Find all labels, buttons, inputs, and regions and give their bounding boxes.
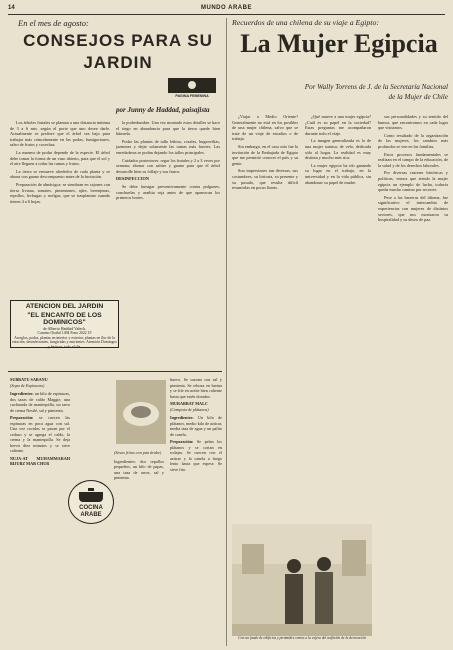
garden-kicker: En el mes de agosto: xyxy=(18,18,89,28)
egypt-column-2 xyxy=(305,114,371,520)
recipe-body: huevo. Se sazona con sal y pimienta. Se reboza en harina y se fríe en aceite bien caliente hasta que estén dorados. xyxy=(170,377,222,399)
paragraph: Se debe fumigar preventivamente contra pulgones, conchuelas y arañita roja antes de que aparezcan los primeros brotes. xyxy=(116,183,220,201)
bread-plate-image xyxy=(116,380,166,444)
paragraph: sus personalidades y su sentido del humor, que encontramos en cada lugar que visitamos. xyxy=(378,114,448,131)
cooking-pot-icon xyxy=(76,484,106,502)
egypt-photo-caption: Con un fondo de edificios y pirámides vemos a la esfera del anfitrión de la decoración xyxy=(238,636,366,640)
recipe-photo xyxy=(116,380,166,444)
recipe-preparation: Preparación: se cuecen las espinacas en poca agua con sal. Una vez cocidas se pasan por el cedazo y se agrega el caldo, la crema y la mantequilla. Se deja hervir diez minutos y se sirve caliente. xyxy=(10,415,70,453)
section-divider xyxy=(8,371,222,372)
garden-advertisement xyxy=(10,300,119,348)
recipe-ingredients: Ingredientes: un kilo de espinacas, dos tazas de caldo Maggie, una cucharada de mantequilla, un tarro de crema Nestlé, sal y pimienta. xyxy=(10,391,70,413)
egypt-kicker: Recuerdos de una chilena de su viaje a Egipto: xyxy=(232,18,379,27)
paragraph: La manera de podar depende de la especie. El árbol debe tomar la forma de un vaso abierto, para que el sol y el aire lleguen a todas las ramas y frutos. xyxy=(10,149,110,167)
ad-address: Camino Otoñal 1494 Fono 2022 19 xyxy=(37,331,92,335)
paragraph: Son impresiones tan diversas, sus costumbres, su historia, su presente y su pasado, que resulta difícil resumirlas en pocas líneas. xyxy=(232,168,298,191)
paragraph: Preparación de almácigos: se siembran en cajones con tierra liviana, tomates, pimentones, ajíes, berenjenas, repollos, lechugas y acelgas, que se trasplantan cuando tienen 4 a 6 hojas. xyxy=(10,181,110,204)
photo-caption: (Sesos fritos con pan árabe) xyxy=(114,450,162,455)
ad-title-1: ATENCION DEL JARDIN xyxy=(25,303,104,310)
egypt-photo xyxy=(232,524,372,636)
arab-cooking-logo xyxy=(68,480,114,524)
magazine-name: MUNDO ARABE xyxy=(201,5,252,11)
recipe-title-2: NUJA-AT MUHAMMARAH BIJUBZ MAB CHUR xyxy=(10,455,70,466)
garden-column-2 xyxy=(116,120,220,346)
ingredients-label: Ingredientes: xyxy=(170,415,194,420)
recipe-column-1 xyxy=(10,377,70,642)
page-header xyxy=(8,4,445,15)
egypt-column-1 xyxy=(232,114,298,520)
women-pyramid-image xyxy=(232,524,372,636)
paragraph: la podredumbre. Una vez montado estos detalles se hace el riego en abundancia para que la tierra quede bien húmeda. xyxy=(116,120,220,137)
paragraph: Los árboles frutales se plantan a una distancia mínima de 3 a 6 mts. según el porte que uno desee darle. Actualmente se prefiere que el árbol sea bajo para trabajar más cómodamente en las podas, fumigaciones, raleo de frutos y cosechas. xyxy=(10,120,110,148)
garden-title: CONSEJOS PARA SU JARDIN xyxy=(23,31,213,72)
logo-line-1: COCINA xyxy=(79,505,103,511)
preparation-label: Preparación: xyxy=(10,415,34,420)
paragraph: Podar las plantas de tallo leñoso, rosales, buganvilias, jazmines y dejar solamente las ramas más fuertes. Las enredaderas se podan dejando los tallos principales. xyxy=(116,138,220,155)
garden-author: por Junny de Haddad, paisajista xyxy=(116,106,210,114)
egypt-author: Por Wally Torrens de J. de la Secretaría Nacional de la Mujer de Chile xyxy=(304,83,448,101)
column-divider xyxy=(226,18,227,646)
recipe-column-3 xyxy=(170,377,222,642)
paragraph: Sin embargo, en el caso mío fue la invitación de la Embajada de Egipto que me permitió conocer el país y su gente. xyxy=(232,143,298,166)
recipe-title: SUBBATU SABANU xyxy=(10,377,48,382)
page-number: 14 xyxy=(8,5,15,11)
recipe-preparation: Preparación: Se pelan los plátanos y se cortan en rodajas. Se cuecen con el azúcar y la canela a fuego lento hasta que espese. Se sirve frío. xyxy=(170,439,222,472)
ad-services: Arreglos, podas, plantas en interior y exterior, plantas en flor de la estación, desinfectantes, fungicidas y nutrientes. Atención Domingos y festivos, todo el día. xyxy=(12,335,117,349)
paragraph: Pese a las barreras del idioma, fue significativo el intercambio de experiencias con mujeres de distintos sectores, que nos mostraron su hospitalidad y su deseo de paz. xyxy=(378,194,448,223)
recipe-body: Ingredientes: dos repollos pequeños, un kilo de papas, una taza de arroz, sal y pimienta. xyxy=(114,458,164,480)
egypt-title: La Mujer Egipcia xyxy=(240,29,438,58)
ad-owner: de Alberto Haddad Valech. xyxy=(42,326,87,331)
paragraph: La imagen generalizada es la de una mujer sumisa, de velo, dedicada sólo al hogar. La realidad es muy distinta y mucho más rica. xyxy=(305,138,371,161)
ad-title-2: "EL ENCANTO DE LOS DOMINICOS" xyxy=(27,312,102,326)
paragraph: La mujer egipcia ha ido ganando su lugar en el trabajo, en la universidad y en la vida pública, sin abandonar su papel de madre. xyxy=(305,162,371,185)
feminine-page-label: PAGINA FEMENINA xyxy=(175,94,209,98)
paragraph: Como resultado de la organización de las mujeres, los cambios más profundos se ven en las familias. xyxy=(378,132,448,149)
recipe-column-2 xyxy=(114,450,164,620)
paragraph: ¿Qué mueve a una mujer egipcia? ¿Cuál es su papel en la sociedad? Estas preguntas me acompañaron durante todo el viaje. xyxy=(305,114,371,136)
paragraph: Cuidados posteriores: regar los frutales y 2 a 3 veces por semana; abonar con salitre y guano para que el árbol desarrolle bien su follaje y sus frutos. xyxy=(116,157,220,174)
recipe-ingredients: Ingredientes: Un kilo de plátanos, medio kilo de azúcar, media taza de agua y un palito de canela. xyxy=(170,415,222,437)
ingredients-label: Ingredientes: xyxy=(10,391,34,396)
paragraph: Estos procesos fundamentales se realizan en el campo de la educación, de la salud y de los derechos laborales. xyxy=(378,151,448,168)
recipe-title: MURABBAT MALC xyxy=(170,401,208,406)
paragraph: La tierra se remueve alrededor de cada planta y se abona con guano descompuesto antes de la brotación. xyxy=(10,168,110,180)
section-heading: DESINFECCION xyxy=(116,176,149,182)
feminine-page-badge xyxy=(168,78,216,100)
paragraph: ¿Viajar a Medio Oriente? Generalmente no está en los posibles de una mujer chilena, salvo que se trate de un viaje de estudios o de trabajo. xyxy=(232,114,298,142)
recipe-subtitle: (Sopa de Espinacas) xyxy=(10,382,45,388)
preparation-label: Preparación: xyxy=(170,439,194,444)
egypt-column-3 xyxy=(378,114,448,644)
paragraph: Por diversas razones históricas y políticas, vemos que siendo la mujer egipcia un ejemplo de lucha, todavía queda mucho camino por recorrer. xyxy=(378,170,448,193)
logo-line-2: ARABE xyxy=(80,512,102,518)
recipe-subtitle: (Compota de plátanos) xyxy=(170,406,209,412)
